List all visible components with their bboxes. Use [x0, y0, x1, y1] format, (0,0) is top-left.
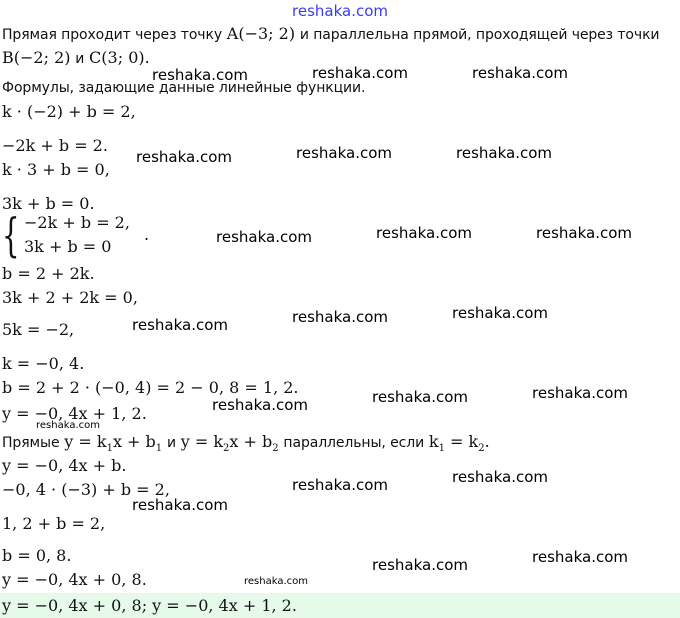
watermark: reshaka.com: [376, 224, 472, 242]
problem-line-2: [2, 48, 150, 67]
watermark: reshaka.com: [452, 468, 548, 486]
equation-12: −0, 4 · (−3) + b = 2,: [2, 480, 170, 499]
point-a: A(−3; 2): [226, 24, 296, 43]
watermark: reshaka.com: [292, 476, 388, 494]
equation-8: k = −0, 4.: [2, 354, 85, 373]
watermark: reshaka.com: [136, 148, 232, 166]
parallel-and: и: [166, 435, 176, 451]
watermark: reshaka.com: [132, 316, 228, 334]
watermark: reshaka.com: [132, 496, 228, 514]
system-row-1: −2k + b = 2,: [24, 213, 130, 232]
parallel-condition: [2, 432, 490, 454]
watermark: reshaka.com: [292, 308, 388, 326]
equation-5: b = 2 + 2k.: [2, 264, 95, 283]
watermark: reshaka.com: [532, 548, 628, 566]
equation-10: y = −0, 4x + 1, 2.: [2, 404, 147, 423]
parallel-formula-3: $k_1 = k_2$.: [428, 432, 490, 455]
watermark: reshaka.com: [472, 64, 568, 82]
watermark: reshaka.com: [36, 420, 100, 431]
watermark: reshaka.com: [296, 144, 392, 162]
system-row-2: 3k + b = 0: [24, 237, 112, 256]
problem-line-1: [2, 24, 659, 43]
parallel-formula-2: $y = k_2x + b_2$: [180, 432, 279, 455]
system-brace: {: [2, 208, 20, 262]
equation-6: 3k + 2 + 2k = 0,: [2, 288, 138, 307]
equation-4: 3k + b = 0.: [2, 194, 95, 213]
watermark: reshaka.com: [532, 384, 628, 402]
equation-13: 1, 2 + b = 2,: [2, 514, 106, 533]
watermark: reshaka.com: [212, 396, 308, 414]
watermark: reshaka.com: [372, 388, 468, 406]
watermark: reshaka.com: [152, 66, 248, 84]
parallel-text-2: параллельны, если: [283, 435, 425, 451]
parallel-text-1: Прямые: [2, 435, 60, 451]
equation-15: y = −0, 4x + 0, 8.: [2, 570, 147, 589]
formulas-label: Формулы, задающие данные линейные функции.: [2, 80, 366, 96]
watermark: reshaka.com: [312, 64, 408, 82]
point-c: C(3; 0).: [89, 48, 150, 67]
equation-14: b = 0, 8.: [2, 546, 72, 565]
equation-1: k · (−2) + b = 2,: [2, 102, 136, 121]
watermark: reshaka.com: [244, 576, 308, 587]
problem-text-2: и параллельна прямой, проходящей через точки: [299, 27, 660, 43]
watermark: reshaka.com: [456, 144, 552, 162]
system-dot: .: [144, 225, 150, 244]
equation-9: b = 2 + 2 · (−0, 4) = 2 − 0, 8 = 1, 2.: [2, 378, 299, 397]
parallel-formula-1: $y = k_1x + b_1$: [64, 432, 163, 455]
site-header[interactable]: reshaka.com: [292, 2, 388, 20]
point-b: B(−2; 2): [2, 48, 71, 67]
problem-text: Прямая проходит через точку: [2, 27, 223, 43]
watermark: reshaka.com: [372, 556, 468, 574]
equation-2: −2k + b = 2.: [2, 136, 108, 155]
equation-7: 5k = −2,: [2, 320, 75, 339]
and-word: и: [75, 51, 85, 67]
equation-3: k · 3 + b = 0,: [2, 160, 110, 179]
equation-11: y = −0, 4x + b.: [2, 456, 127, 475]
watermark: reshaka.com: [452, 304, 548, 322]
watermark: reshaka.com: [216, 228, 312, 246]
answer: y = −0, 4x + 0, 8; y = −0, 4x + 1, 2.: [2, 596, 297, 615]
watermark: reshaka.com: [536, 224, 632, 242]
